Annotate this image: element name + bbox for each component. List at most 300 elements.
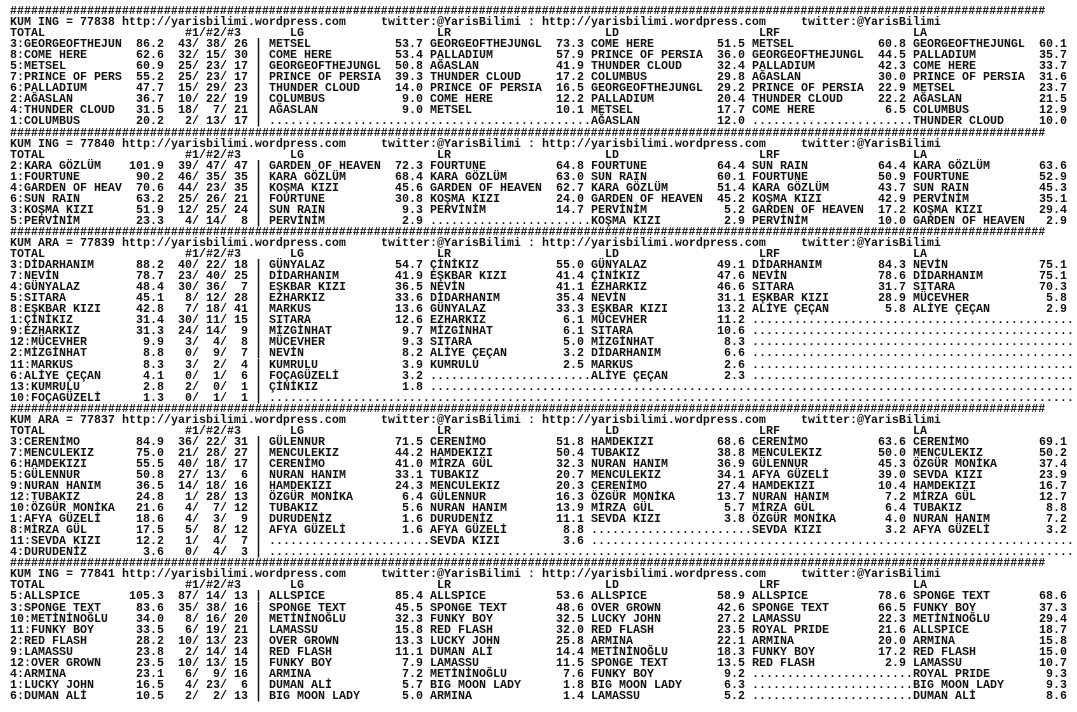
lrf-runner: NEVİN: [752, 269, 787, 284]
lr-value: 53.6: [556, 589, 584, 604]
la-runner: SITARA: [913, 280, 955, 295]
ld-value: 51.5: [717, 37, 745, 52]
la-value: 23.9: [1039, 467, 1067, 482]
lg-value: 85.4: [395, 589, 423, 604]
lrf-value: 31.7: [878, 280, 906, 295]
lr-value: 24.0: [556, 191, 584, 206]
place-3: 12: [234, 501, 248, 516]
total-score: 31.3: [136, 324, 164, 339]
lrf-value: 2.9: [885, 655, 906, 670]
place-1: 25/: [178, 59, 199, 74]
ld-runner: PRINCE OF PERSIA: [591, 48, 703, 63]
lrf-empty: .......................: [752, 545, 913, 560]
la-runner: ARMINA: [913, 633, 955, 648]
place-3: 17: [234, 114, 248, 129]
place-2: 13/: [206, 655, 227, 670]
place-2: 19/: [206, 622, 227, 637]
la-value: 8.8: [1046, 501, 1067, 516]
lg-empty: .......................: [269, 114, 430, 129]
runner-name: 1:AFYA GÜZELİ: [10, 512, 101, 527]
lr-value: 6.1: [563, 313, 584, 328]
race-title: KUM ING = 77838: [10, 15, 115, 30]
header-ld: LD: [605, 247, 619, 262]
lr-value: 16.3: [556, 490, 584, 505]
site-link: http://yarisbilimi.wordpress.com: [122, 412, 346, 427]
la-value: 45.3: [1039, 180, 1067, 195]
lg-value: 1.6: [402, 512, 423, 527]
place-1: 4/: [185, 512, 199, 527]
la-value: 29.4: [1039, 202, 1067, 217]
header-la: LA: [913, 247, 927, 262]
runner-name: 12:OVER GROWN: [10, 655, 101, 670]
lrf-value: 10.4: [878, 479, 906, 494]
ld-value: 29.2: [717, 81, 745, 96]
site-link: http://yarisbilimi.wordpress.com: [542, 15, 766, 30]
lr-runner: SPONGE TEXT: [430, 600, 507, 615]
place-1: 2/: [185, 379, 199, 394]
ld-value: 31.1: [717, 291, 745, 306]
total-score: 62.6: [136, 48, 164, 63]
lg-runner: RED FLASH: [269, 644, 332, 659]
total-score: 88.2: [136, 258, 164, 273]
ld-runner: GÜNYALAZ: [591, 258, 647, 273]
la-value: 50.2: [1039, 445, 1067, 460]
column-divider: |: [255, 280, 262, 295]
runner-name: 2:AĞASLAN: [10, 92, 73, 107]
lrf-value: 22.2: [878, 92, 906, 107]
lrf-runner: PRINCE OF PERSIA: [752, 81, 864, 96]
ld-runner: SEVDA KIZI: [591, 512, 661, 527]
lrf-value: 42.3: [878, 59, 906, 74]
lrf-value: 22.3: [878, 611, 906, 626]
lrf-value: 5.8: [885, 302, 906, 317]
la-runner: AFYA GÜZELİ: [913, 523, 990, 538]
lg-value: 8.2: [402, 346, 423, 361]
lg-value: 41.0: [395, 456, 423, 471]
place-2: 22/: [206, 92, 227, 107]
lr-value: 35.4: [556, 291, 584, 306]
la-value: 15.0: [1039, 644, 1067, 659]
runner-name: 4:ARMINA: [10, 666, 66, 681]
column-divider: |: [255, 655, 262, 670]
place-1: 6/: [185, 666, 199, 681]
place-1: 87/: [178, 589, 199, 604]
ld-runner: THUNDER CLOUD: [591, 59, 682, 74]
ld-value: 10.6: [717, 324, 745, 339]
la-value: 18.7: [1039, 622, 1067, 637]
lrf-runner: THUNDER CLOUD: [752, 92, 843, 107]
la-runner: ALLSPICE: [913, 622, 969, 637]
lr-runner: SITARA: [430, 335, 472, 350]
runner-name: 2:MİZGİNHAT: [10, 346, 87, 361]
runner-name: 7:PRINCE OF PERS: [10, 70, 122, 85]
ld-runner: MÜCEVHER: [591, 313, 647, 328]
la-value: 69.1: [1039, 434, 1067, 449]
lrf-value: 17.2: [878, 644, 906, 659]
twitter-handle: twitter:@YarisBilimi: [801, 412, 941, 427]
column-divider: |: [255, 467, 262, 482]
ld-runner: ÇİNİKIZ: [591, 269, 640, 284]
total-score: 47.7: [136, 81, 164, 96]
lrf-runner: RED FLASH: [752, 655, 815, 670]
lg-value: 41.9: [395, 269, 423, 284]
total-score: 20.2: [136, 114, 164, 129]
lr-value: 73.3: [556, 37, 584, 52]
lrf-runner: CERENİMO: [752, 434, 808, 449]
header-total: TOTAL: [10, 147, 45, 162]
lr-value: 14.4: [556, 644, 584, 659]
la-runner: CERENİMO: [913, 434, 969, 449]
header-ld: LD: [605, 578, 619, 593]
total-score: 2.8: [143, 379, 164, 394]
total-score: 1.3: [143, 390, 164, 405]
ld-runner: FUNKY BOY: [591, 666, 654, 681]
place-3: 20: [234, 611, 248, 626]
la-value: 12.7: [1039, 490, 1067, 505]
twitter-handle: twitter:@YarisBilimi: [381, 136, 521, 151]
la-runner: FOURTUNE: [913, 169, 969, 184]
lr-runner: DUMAN ALİ: [430, 644, 493, 659]
la-runner: NEVİN: [913, 258, 948, 273]
lg-value: 7.2: [402, 666, 423, 681]
lg-value: 39.3: [395, 70, 423, 85]
runner-name: 5:PERVİNİM: [10, 213, 80, 228]
lrf-value: 30.0: [878, 70, 906, 85]
lr-runner: PERVİNİM: [430, 202, 486, 217]
lg-value: 2.9: [402, 213, 423, 228]
lg-runner: NURAN HANIM: [269, 467, 346, 482]
la-runner: THUNDER CLOUD: [913, 114, 1004, 129]
lrf-value: 50.0: [878, 445, 906, 460]
site-link: http://yarisbilimi.wordpress.com: [542, 235, 766, 250]
lr-value: 41.1: [556, 280, 584, 295]
la-empty: .......................: [913, 379, 1074, 394]
lg-runner: BIG MOON LADY: [269, 688, 360, 703]
race-report: [10, 6, 1074, 702]
ld-runner: GEORGEOFTHEJUNGL: [591, 81, 703, 96]
header-la: LA: [913, 578, 927, 593]
lr-runner: FUNKY BOY: [430, 611, 493, 626]
race-title: KUM ARA = 77837: [10, 412, 115, 427]
place-3: 23: [234, 81, 248, 96]
place-2: 4/: [213, 545, 227, 560]
column-divider: |: [255, 191, 262, 206]
lg-value: 5.0: [402, 688, 423, 703]
lrf-empty: .......................: [752, 324, 913, 339]
place-2: 1/: [213, 368, 227, 383]
lr-runner: AFYA GÜZELİ: [430, 523, 507, 538]
place-2: 25/: [206, 202, 227, 217]
la-value: 2.9: [1046, 213, 1067, 228]
total-score: 31.4: [136, 313, 164, 328]
lg-value: 3.2: [402, 368, 423, 383]
place-3: 1: [241, 379, 248, 394]
lrf-value: 78.6: [878, 269, 906, 284]
lr-runner: TUBAKIZ: [430, 467, 479, 482]
place-1: 2/: [185, 688, 199, 703]
lr-runner: DURUDENİZ: [430, 512, 493, 527]
lg-value: 68.4: [395, 169, 423, 184]
runner-name: 12:TUBAKIZ: [10, 490, 80, 505]
la-value: 9.3: [1046, 666, 1067, 681]
site-link: http://yarisbilimi.wordpress.com: [122, 15, 346, 30]
lr-runner: ALİYE ÇEÇAN: [430, 346, 507, 361]
ld-runner: EŞKBAR KIZI: [591, 302, 668, 317]
lr-runner: GÜLENNUR: [430, 490, 486, 505]
lrf-runner: DİDARHANIM: [752, 258, 822, 273]
lg-value: 1.6: [402, 523, 423, 538]
lg-value: 53.7: [395, 37, 423, 52]
lrf-runner: GEORGEOFTHEJUNGL: [752, 48, 864, 63]
column-divider: |: [255, 357, 262, 372]
place-2: 14/: [206, 589, 227, 604]
lr-runner: PRINCE OF PERSIA: [430, 81, 542, 96]
lg-value: 9.0: [402, 103, 423, 118]
lrf-runner: EŞKBAR KIZI: [752, 291, 829, 306]
ld-runner: LUCKY JOHN: [591, 611, 661, 626]
lrf-runner: HAMDEKIZI: [752, 479, 815, 494]
lg-value: 13.3: [395, 633, 423, 648]
lg-value: 9.3: [402, 335, 423, 350]
lr-runner: GÜNYALAZ: [430, 302, 486, 317]
lrf-runner: AĞASLAN: [752, 70, 801, 85]
lr-runner: FOURTUNE: [430, 158, 486, 173]
lr-value: 50.4: [556, 445, 584, 460]
ld-value: 42.6: [717, 600, 745, 615]
ld-runner: SPONGE TEXT: [591, 655, 668, 670]
place-3: 13: [234, 490, 248, 505]
lr-value: 51.8: [556, 434, 584, 449]
lr-value: 8.8: [563, 523, 584, 538]
total-score: 36.5: [136, 479, 164, 494]
column-divider: |: [255, 103, 262, 118]
ld-value: 13.7: [717, 490, 745, 505]
ld-runner: ÖZGÜR MONİKA: [591, 490, 675, 505]
header-total: TOTAL: [10, 247, 45, 262]
runner-name: 6:PALLADIUM: [10, 81, 87, 96]
lrf-runner: GÜLENNUR: [752, 456, 808, 471]
lrf-runner: MİRZA GÜL: [752, 501, 815, 516]
ld-value: 11.2: [717, 313, 745, 328]
lg-runner: MARKUS: [269, 302, 311, 317]
lg-runner: KUMRULU: [269, 357, 318, 372]
total-score: 23.5: [136, 655, 164, 670]
lrf-runner: NURAN HANIM: [752, 490, 829, 505]
place-3: 18: [234, 258, 248, 273]
column-divider: |: [255, 92, 262, 107]
lr-value: 32.0: [556, 622, 584, 637]
total-score: 4.1: [143, 368, 164, 383]
twitter-handle: twitter:@YarisBilimi: [801, 235, 941, 250]
runner-name: 10:METİNİNOĞLU: [10, 611, 108, 626]
place-2: 14/: [206, 213, 227, 228]
header-lrf: LRF: [759, 147, 780, 162]
place-1: 7/: [185, 302, 199, 317]
ld-value: 2.9: [724, 213, 745, 228]
la-runner: COME HERE: [913, 59, 976, 74]
column-divider: |: [255, 70, 262, 85]
la-value: 37.4: [1039, 456, 1067, 471]
place-1: 4/: [185, 213, 199, 228]
twitter-handle: twitter:@YarisBilimi: [801, 15, 941, 30]
lg-value: 6.4: [402, 490, 423, 505]
lrf-runner: SPONGE TEXT: [752, 600, 829, 615]
la-runner: DUMAN ALİ: [913, 688, 976, 703]
place-2: 29/: [206, 81, 227, 96]
lr-runner: CERENİMO: [430, 434, 486, 449]
runner-name: 4:THUNDER CLOUD: [10, 103, 115, 118]
runner-name: 11:FUNKY BOY: [10, 622, 94, 637]
total-score: 21.6: [136, 501, 164, 516]
place-2: 3/: [213, 512, 227, 527]
total-score: 10.5: [136, 688, 164, 703]
place-1: 14/: [178, 479, 199, 494]
ld-value: 23.5: [717, 622, 745, 637]
header-lg: LG: [290, 26, 304, 41]
place-3: 26: [234, 37, 248, 52]
runner-name: 1:ÇİNİKIZ: [10, 313, 73, 328]
lg-runner: HAMDEKIZI: [269, 479, 332, 494]
total-score: 8.3: [143, 357, 164, 372]
ld-runner: PERVİNİM: [591, 202, 647, 217]
la-runner: NURAN HANIM: [913, 512, 990, 527]
total-score: 83.6: [136, 600, 164, 615]
column-divider: |: [255, 490, 262, 505]
runner-name: 11:MARKUS: [10, 357, 73, 372]
ld-runner: NEVİN: [591, 291, 626, 306]
la-value: 2.9: [1046, 302, 1067, 317]
twitter-handle: twitter:@YarisBilimi: [381, 567, 521, 582]
lr-value: 64.8: [556, 158, 584, 173]
ld-value: 2.3: [724, 368, 745, 383]
twitter-handle: twitter:@YarisBilimi: [801, 136, 941, 151]
column-divider: |: [255, 479, 262, 494]
lr-runner: PALLADIUM: [430, 48, 493, 63]
lrf-value: 50.9: [878, 169, 906, 184]
column-divider: |: [255, 213, 262, 228]
ld-value: 45.2: [717, 191, 745, 206]
column-divider: |: [255, 324, 262, 339]
lg-runner: COME HERE: [269, 48, 332, 63]
lg-runner: PRINCE OF PERSIA: [269, 70, 381, 85]
total-score: 36.7: [136, 92, 164, 107]
la-runner: METSEL: [913, 81, 955, 96]
la-runner: MENCULEKIZ: [913, 445, 983, 460]
place-2: 13/: [206, 633, 227, 648]
lrf-value: 84.3: [878, 258, 906, 273]
lrf-value: 39.0: [878, 467, 906, 482]
lrf-value: 22.9: [878, 81, 906, 96]
lg-runner: METİNİNOĞLU: [269, 611, 346, 626]
la-empty: .......................: [913, 390, 1074, 405]
lg-runner: DURUDENİZ: [269, 512, 332, 527]
place-2: 14/: [206, 324, 227, 339]
place-2: 2/: [213, 357, 227, 372]
lrf-empty: .......................: [752, 335, 913, 350]
lg-value: 14.0: [395, 81, 423, 96]
total-score: 70.6: [136, 180, 164, 195]
header-total: TOTAL: [10, 423, 45, 438]
lg-runner: COLUMBUS: [269, 92, 325, 107]
place-1: 1/: [185, 490, 199, 505]
ld-runner: BIG MOON LADY: [591, 677, 682, 692]
lr-value: 55.0: [556, 258, 584, 273]
lg-value: 3.9: [402, 357, 423, 372]
place-1: 4/: [185, 677, 199, 692]
ld-runner: NURAN HANIM: [591, 456, 668, 471]
total-score: 17.5: [136, 523, 164, 538]
place-2: 15/: [206, 48, 227, 63]
place-3: 15: [234, 655, 248, 670]
lrf-runner: KARA GÖZLÜM: [752, 180, 829, 195]
la-runner: SEVDA KIZI: [913, 467, 983, 482]
runner-name: 5:ALLSPICE: [10, 589, 80, 604]
lr-value: 17.2: [556, 70, 584, 85]
runner-name: 3:DİDARHANIM: [10, 258, 94, 273]
place-1: 25/: [178, 191, 199, 206]
runner-name: 2:RED FLASH: [10, 633, 87, 648]
lrf-value: 10.0: [878, 213, 906, 228]
place-3: 16: [234, 666, 248, 681]
lr-value: 25.8: [556, 633, 584, 648]
la-runner: PRINCE OF PERSIA: [913, 70, 1025, 85]
column-divider: |: [255, 313, 262, 328]
lrf-empty: .......................: [752, 313, 913, 328]
la-runner: DİDARHANIM: [913, 269, 983, 284]
header-places: #1/#2/#3: [185, 247, 241, 262]
lg-runner: ÇİNİKIZ: [269, 379, 318, 394]
total-score: 63.2: [136, 191, 164, 206]
lg-value: 45.5: [395, 600, 423, 615]
la-value: 63.6: [1039, 158, 1067, 173]
header-places: #1/#2/#3: [185, 423, 241, 438]
place-1: 39/: [178, 158, 199, 173]
runner-name: 7:NEVİN: [10, 269, 59, 284]
lrf-value: 45.3: [878, 456, 906, 471]
column-divider: |: [255, 589, 262, 604]
lrf-runner: GARDEN OF HEAVEN: [752, 202, 864, 217]
lg-value: 44.2: [395, 445, 423, 460]
place-2: 38/: [206, 600, 227, 615]
total-score: 45.1: [136, 291, 164, 306]
ld-value: 17.7: [717, 103, 745, 118]
place-1: 25/: [178, 70, 199, 85]
ld-empty: .......................: [591, 390, 752, 405]
column-divider: |: [255, 335, 262, 350]
place-1: 40/: [178, 258, 199, 273]
lr-value: 62.7: [556, 180, 584, 195]
lrf-runner: COME HERE: [752, 103, 815, 118]
la-empty: .......................: [913, 545, 1074, 560]
lrf-value: 7.2: [885, 490, 906, 505]
lrf-value: 63.6: [878, 434, 906, 449]
place-2: 7/: [213, 501, 227, 516]
lrf-value: 64.4: [878, 158, 906, 173]
la-value: 29.4: [1039, 611, 1067, 626]
lrf-empty: .......................: [752, 666, 913, 681]
place-1: 3/: [185, 357, 199, 372]
lr-value: 3.2: [563, 346, 584, 361]
lg-runner: NEVİN: [269, 346, 304, 361]
ld-runner: ALLSPICE: [591, 589, 647, 604]
lrf-empty: .......................: [752, 346, 913, 361]
total-score: 16.5: [136, 677, 164, 692]
column-divider: |: [255, 633, 262, 648]
lrf-runner: ALİYE ÇEÇAN: [752, 302, 829, 317]
lrf-runner: AFYA GÜZELİ: [752, 467, 829, 482]
ld-runner: SITARA: [591, 324, 633, 339]
place-1: 44/: [178, 180, 199, 195]
